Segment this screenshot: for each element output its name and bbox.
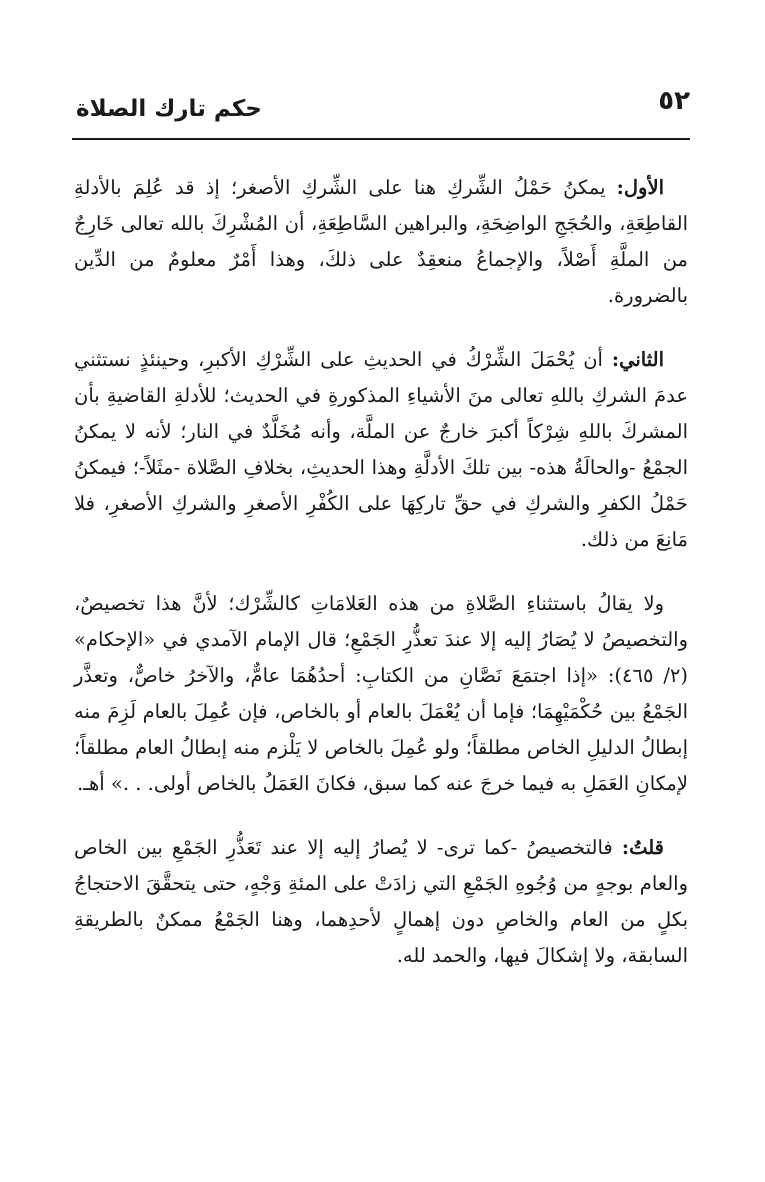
paragraph-text: فالتخصيصُ -كما ترى- لا يُصارُ إليه إلا عند تَعَذُّرِ الجَمْعِ بين الخاص والعام بوجهٍ من وُجُوهِ الجَمْعِ التي زادَتْ على المئةِ وَجْهٍ، حتى يتحقَّقَ الاحتجاجُ بكلٍ من العام والخاصِ دون إهمالٍ لأحدِهما، وهنا الجَمْعُ ممكنٌ بالطريقةِ السابقة، ولا إشكالَ فيها، والحمد لله. <box>74 836 688 967</box>
paragraph-fourth <box>74 830 688 974</box>
page-header <box>72 82 690 140</box>
paragraph-text: أن يُحْمَلَ الشِّرْكُ في الحديثِ على الشِّرْكِ الأكبرِ، وحينئذٍ نستثني عدمَ الشركِ باللهِ تعالى منَ الأشياءِ المذكورةِ في الحديث؛ للأدلةِ القاضيةِ بأن المشركَ باللهِ شِرْكاً أكبرَ خارجٌ عن الملَّة، وأنه مُخَلَّدٌ في النار؛ لأنه لا يمكنُ الجمْعُ -والحالَةُ هذه- بين تلكَ الأدلَّةِ وهذا الحديثِ، بخلافِ الصَّلاة -مثَلاً-؛ فيمكنُ حَمْلُ الكفرِ والشركِ في حقِّ تاركِهَا على الكُفْرِ الأصغرِ والشركِ الأصغرِ، فلا مَانِعَ من ذلك. <box>74 348 688 551</box>
body-text <box>74 170 688 1002</box>
running-title: حكم تارك الصلاة <box>76 96 262 122</box>
paragraph-text: ولا يقالُ باستثناءِ الصَّلاةِ من هذه العَلامَاتِ كالشِّرْك؛ لأنَّ هذا تخصيصٌ، والتخصيصُ لا يُصَارُ إليه إلا عندَ تعذُّرِ الجَمْعِ؛ قال الإمام الآمدي في «الإحكام» (٢/ ٤٦٥): «إذا اجتمَعَ نَصَّانِ من الكتابِ: أحدُهُمَا عامٌّ، والآخرُ خاصٌّ، وتعذَّر الجَمْعُ بين حُكْمَيْهِمَا؛ فإما أن يُعْمَلَ بالعام أو بالخاص، فإن عُمِلَ بالعام لَزِمَ منه إبطالُ الدليلِ الخاص مطلقاً؛ ولو عُمِلَ بالخاص لا يَلْزم منه إبطالُ العام مطلقاً؛ لإمكانِ العَمَلِ به فيما خرجَ عنه كما سبق، فكانَ العَمَلُ بالخاص أولى. . .» أهـ. <box>74 592 688 795</box>
paragraph-lead: الأول: <box>616 176 664 199</box>
header-rule <box>72 138 690 140</box>
paragraph-lead: قلتُ: <box>621 836 664 859</box>
page-number: ٥٢ <box>658 86 690 116</box>
paragraph-lead: الثاني: <box>611 348 664 371</box>
paragraph-second <box>74 342 688 558</box>
paragraph-first <box>74 170 688 314</box>
paragraph-text: يمكنُ حَمْلُ الشِّركِ هنا على الشِّركِ الأصغر؛ إذ قد عُلِمَ بالأدلةِ القاطِعَةِ، والحُجَجِ الواضِحَةِ، والبراهين السَّاطِعَةِ، أن المُشْرِكَ بالله تعالى خَارِجٌ من الملَّةِ أَصْلاً، والإجماعُ منعقِدٌ على ذلكَ، وهذا أَمْرٌ معلومٌ من الدِّين بالضرورة. <box>74 176 688 307</box>
paragraph-third <box>74 586 688 802</box>
